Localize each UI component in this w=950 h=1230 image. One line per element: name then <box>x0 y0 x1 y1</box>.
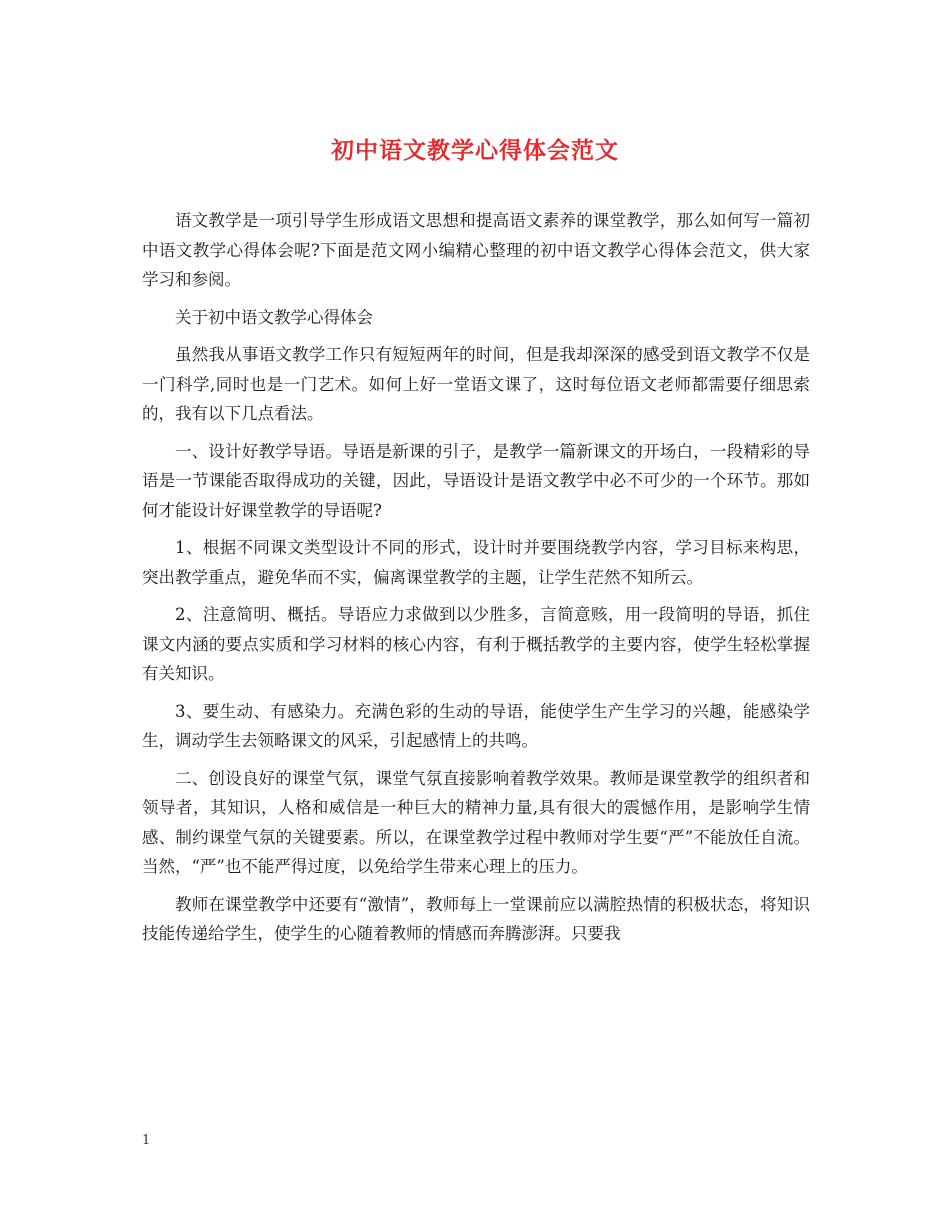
paragraph-subheading: 关于初中语文教学心得体会 <box>175 307 373 327</box>
paragraph-intro: 语文教学是一项引导学生形成语文思想和提高语文素养的课堂教学，那么如何写一篇初中语文教学心得体会呢?下面是范文网小编精心整理的初中语文教学心得体会范文，供大家学习和参阅。 <box>142 211 810 289</box>
paragraph: 教师在课堂教学中还要有“激情”，教师每上一堂课前应以满腔热情的积极状态，将知识技能传递给学生，使学生的心随着教师的情感而奔腾澎湃。只要我 <box>142 894 810 943</box>
document-body <box>142 206 810 957</box>
paragraph: 二、创设良好的课堂气氛，课堂气氛直接影响着教学效果。教师是课堂教学的组织者和领导者，其知识，人格和威信是一种巨大的精神力量,具有很大的震憾作用，是影响学生情感、制约课堂气氛的关键要素。所以，在课堂教学过程中教师对学生要“严”不能放任自流。当然，“严”也不能严得过度，以免给学生带来心理上的压力。 <box>142 768 810 876</box>
page-number: 1 <box>142 1133 151 1148</box>
paragraph: 1、根据不同课文类型设计不同的形式，设计时并要围绕教学内容，学习目标来构思，突出教学重点，避免华而不实，偏离课堂教学的主题，让学生茫然不知所云。 <box>142 538 810 587</box>
document-title: 初中语文教学心得体会范文 <box>331 138 619 164</box>
paragraph: 虽然我从事语文教学工作只有短短两年的时间，但是我却深深的感受到语文教学不仅是一门科学,同时也是一门艺术。如何上好一堂语文课了，这时每位语文老师都需要仔细思索的，我有以下几点看法。 <box>142 345 810 423</box>
paragraph: 3、要生动、有感染力。充满色彩的生动的导语，能使学生产生学习的兴趣，能感染学生，调动学生去领略课文的风采，引起感情上的共鸣。 <box>142 701 810 750</box>
paragraph: 一、设计好教学导语。导语是新课的引子，是教学一篇新课文的开场白，一段精彩的导语是一节课能否取得成功的关键，因此，导语设计是语文教学中必不可少的一个环节。那如何才能设计好课堂教学的导语呢? <box>142 441 810 520</box>
paragraph: 2、注意简明、概括。导语应力求做到以少胜多，言简意赅，用一段简明的导语，抓住课文内涵的要点实质和学习材料的核心内容，有利于概括教学的主要内容，使学生轻松掌握有关知识。 <box>142 605 810 683</box>
